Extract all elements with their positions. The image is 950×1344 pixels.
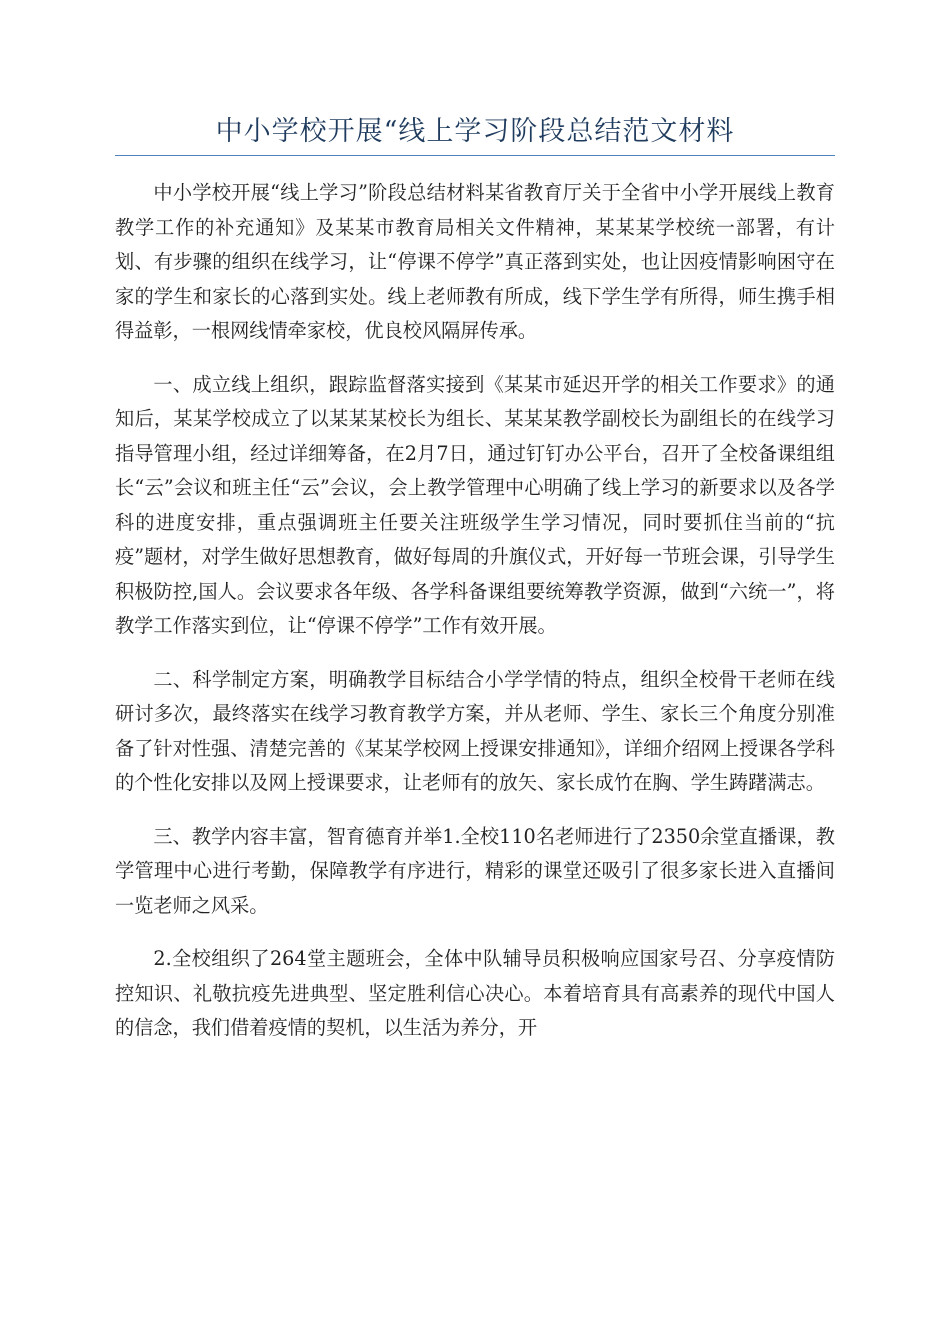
paragraph-section-1: 一、成立线上组织，跟踪监督落实接到《某某市延迟开学的相关工作要求》的通知后，某某学校成立了以某某某校长为组长、某某某教学副校长为副组长的在线学习指导管理小组，经过详细筹备，在2月7日，通过钉钉办公平台，召开了全校备课组组长“云”会议和班主任“云”会议，会上教学管理中心明确了线上学习的新要求以及各学科的进度安排，重点强调班主任要关注班级学生学习情况，同时要抓住当前的“抗疫”题材，对学生做好思想教育，做好每周的升旗仪式，开好每一节班会课，引导学生积极防控,国人。会议要求各年级、各学科备课组要统筹教学资源，做到“六统一”，将教学工作落实到位，让“停课不停学”工作有效开展。 xyxy=(115,372,835,637)
document-body xyxy=(115,176,835,1065)
paragraph-intro: 中小学校开展“线上学习”阶段总结材料某省教育厅关于全省中小学开展线上教育教学工作的补充通知》及某某市教育局相关文件精神，某某某学校统一部署，有计划、有步骤的组织在线学习，让“停课不停学”真正落到实处，也让因疫情影响困守在家的学生和家长的心落到实处。线上老师教有所成，线下学生学有所得，师生携手相得益彰，一根网线情牵家校，优良校风隔屏传承。 xyxy=(115,181,835,342)
paragraph-section-3: 三、教学内容丰富，智育德育并举1.全校110名老师进行了2350余堂直播课，教学管理中心进行考勤，保障教学有序进行，精彩的课堂还吸引了很多家长进入直播间一览老师之风采。 xyxy=(115,824,835,917)
paragraph-section-2: 二、科学制定方案，明确教学目标结合小学学情的特点，组织全校骨干老师在线研讨多次，最终落实在线学习教育教学方案，并从老师、学生、家长三个角度分别准备了针对性强、清楚完善的《某某学校网上授课安排通知》，详细介绍网上授课各学科的个性化安排以及网上授课要求，让老师有的放矢、家长成竹在胸、学生踌躇满志。 xyxy=(115,667,835,794)
paragraph-section-3-item-2: 2.全校组织了264堂主题班会，全体中队辅导员积极响应国家号召、分享疫情防控知识、礼敬抗疫先进典型、坚定胜利信心决心。本着培育具有高素养的现代中国人的信念，我们借着疫情的契机，以生活为养分，开 xyxy=(115,947,835,1039)
title-underline xyxy=(115,155,835,156)
document-title: 中小学校开展“线上学习阶段总结范文材料 xyxy=(215,116,735,147)
